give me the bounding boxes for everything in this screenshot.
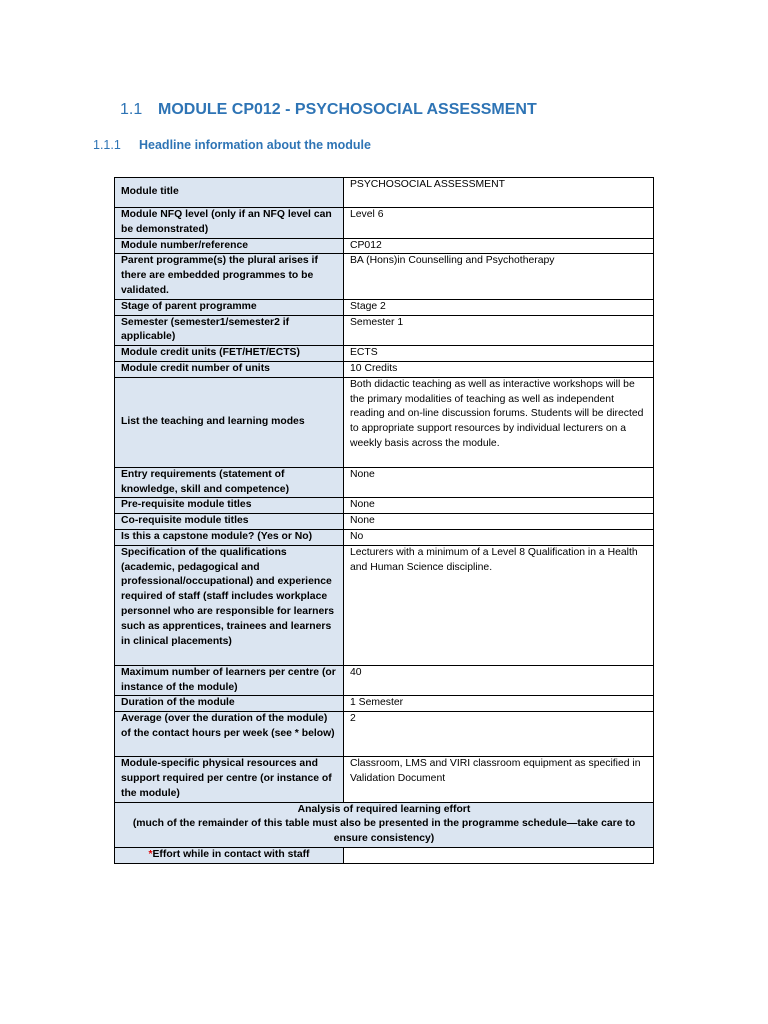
row-label: Entry requirements (statement of knowledge, skill and competence) [115, 467, 344, 498]
row-label: Module NFQ level (only if an NFQ level can be demonstrated) [115, 208, 344, 239]
row-value: None [344, 467, 654, 498]
row-label: Effort while in contact with staff [152, 848, 310, 860]
table-row [115, 529, 654, 545]
row-value: 40 [344, 665, 654, 696]
row-label: Co-requisite module titles [115, 514, 344, 530]
table-row [115, 254, 654, 299]
table-row [115, 696, 654, 712]
analysis-note: (much of the remainder of this table must also be presented in the programme schedule—take care to ensure consistency) [132, 818, 636, 845]
row-value: No [344, 529, 654, 545]
row-label: Module credit units (FET/HET/ECTS) [115, 346, 344, 362]
row-value: Level 6 [344, 208, 654, 239]
row-value: CP012 [344, 238, 654, 254]
row-value: 2 [344, 712, 654, 757]
asterisk-marker: * [148, 848, 153, 860]
section-number: 1.1 [120, 101, 143, 118]
table-row [115, 238, 654, 254]
table-row [115, 315, 654, 346]
row-label: List the teaching and learning modes [115, 377, 344, 467]
row-label: Stage of parent programme [115, 299, 344, 315]
row-label: Maximum number of learners per centre (or instance of the module) [115, 665, 344, 696]
row-label: Pre-requisite module titles [115, 498, 344, 514]
row-value: PSYCHOSOCIAL ASSESSMENT [344, 178, 654, 208]
table-row [115, 802, 654, 847]
table-row [115, 757, 654, 802]
row-label: Semester (semester1/semester2 if applicable) [115, 315, 344, 346]
row-label: Module-specific physical resources and support required per centre (or instance of the module) [115, 757, 344, 802]
subsection-heading [93, 138, 371, 152]
subsection-title: Headline information about the module [139, 138, 371, 152]
table-row [115, 712, 654, 757]
table-row [115, 498, 654, 514]
table-row [115, 545, 654, 665]
row-value [344, 847, 654, 863]
table-row [115, 665, 654, 696]
table-row [115, 299, 654, 315]
row-label: Specification of the qualifications (academic, pedagogical and professional/occupational) and experience required of staff (staff includes workplace personnel who are responsible for learners such as apprentices, trainees and learners in clinical placements) [115, 545, 344, 665]
table-row [115, 467, 654, 498]
subsection-number: 1.1.1 [93, 138, 121, 152]
row-label: Parent programme(s) the plural arises if there are embedded programmes to be validated. [115, 254, 344, 299]
row-value: BA (Hons)in Counselling and Psychotherapy [344, 254, 654, 299]
row-label: Average (over the duration of the module) of the contact hours per week (see * below) [115, 712, 344, 757]
row-value: Semester 1 [344, 315, 654, 346]
row-label: Module title [115, 178, 344, 208]
table-row [115, 514, 654, 530]
analysis-header-cell [115, 802, 654, 847]
row-value: 1 Semester [344, 696, 654, 712]
row-value: 10 Credits [344, 361, 654, 377]
table-row [115, 346, 654, 362]
row-label: Duration of the module [115, 696, 344, 712]
table-row [115, 178, 654, 208]
section-heading [120, 101, 537, 119]
effort-label-cell [115, 847, 344, 863]
row-value: Stage 2 [344, 299, 654, 315]
table-row [115, 847, 654, 863]
row-value: Both didactic teaching as well as interactive workshops will be the primary modalities of teaching as well as independent reading and on-line discussion forums. Students will be directed to appropriate support resources by individual lecturers on a weekly basis across the module. [344, 377, 654, 467]
row-value: Lecturers with a minimum of a Level 8 Qualification in a Health and Human Science discipline. [344, 545, 654, 665]
row-value: None [344, 514, 654, 530]
table-row [115, 361, 654, 377]
row-label: Is this a capstone module? (Yes or No) [115, 529, 344, 545]
row-label: Module number/reference [115, 238, 344, 254]
row-value: None [344, 498, 654, 514]
module-info-table [114, 177, 654, 864]
row-label: Module credit number of units [115, 361, 344, 377]
row-value: Classroom, LMS and VIRI classroom equipment as specified in Validation Document [344, 757, 654, 802]
section-title: MODULE CP012 - PSYCHOSOCIAL ASSESSMENT [158, 101, 537, 118]
table-row [115, 208, 654, 239]
analysis-title: Analysis of required learning effort [297, 803, 471, 815]
table-row [115, 377, 654, 467]
row-value: ECTS [344, 346, 654, 362]
